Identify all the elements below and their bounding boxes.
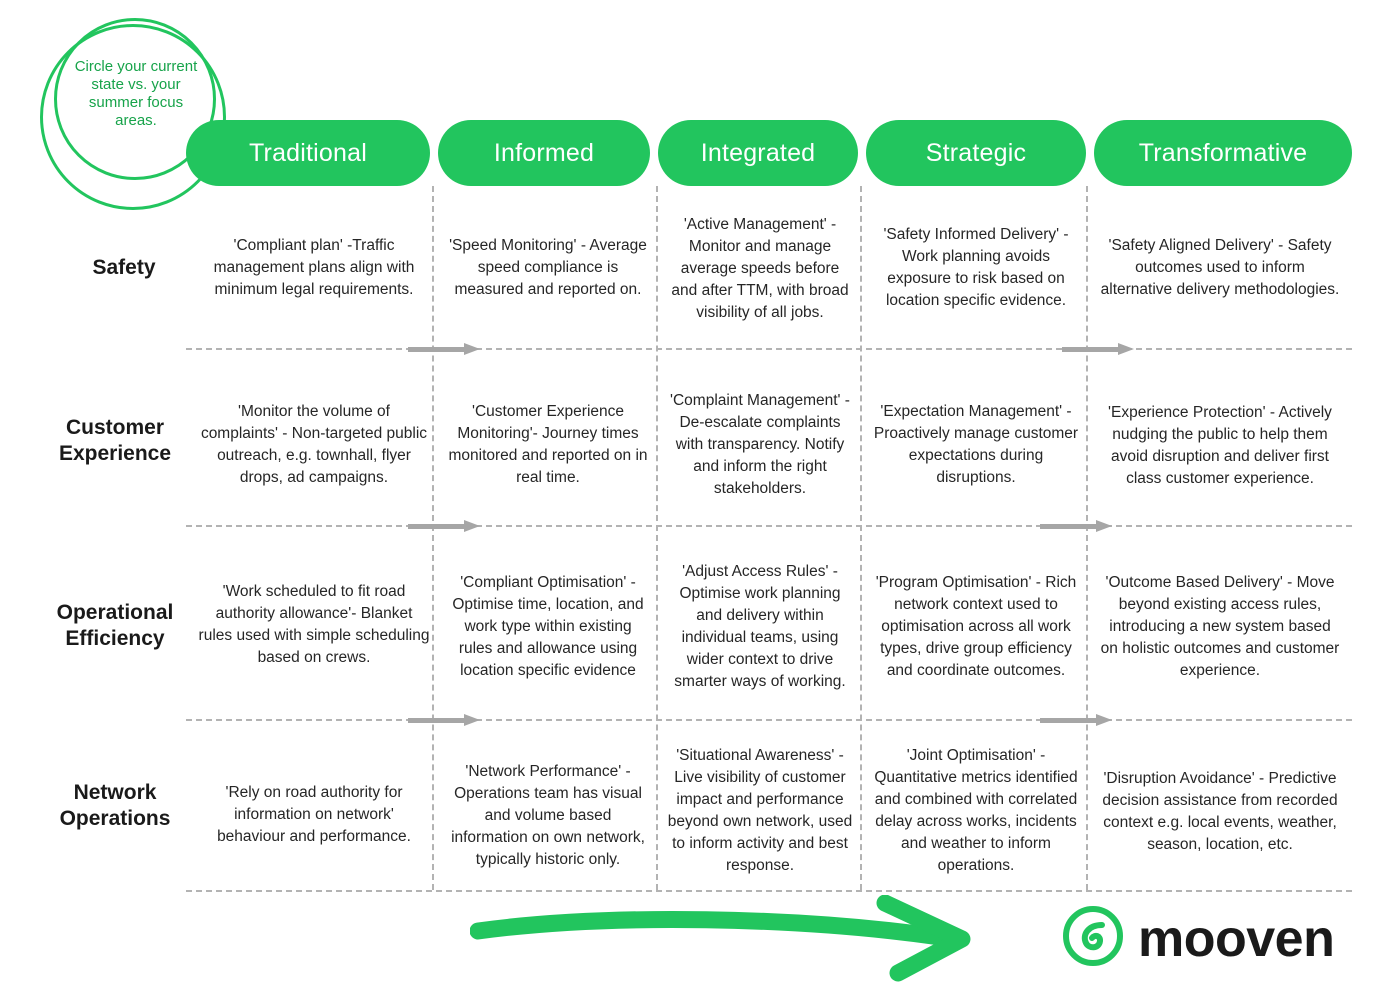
arrow-shaft	[1062, 347, 1120, 352]
cell-text: 'Program Optimisation' - Rich network context used to optimisation across all work types, drive group efficiency and coordinate outcomes.	[875, 574, 1077, 679]
arrow-traditional-to-informed-safety	[408, 343, 480, 355]
arrow-shaft	[408, 524, 466, 529]
cell-customer-traditional[interactable]	[192, 385, 436, 505]
arrow-head	[1118, 343, 1134, 355]
column-header-integrated[interactable]	[658, 120, 858, 186]
column-header-informed[interactable]	[438, 120, 650, 186]
cell-text: 'Work scheduled to fit road authority allowance'- Blanket rules used with simple scheduling based on crews.	[198, 583, 430, 666]
cell-text: 'Adjust Access Rules' - Optimise work planning and delivery within individual teams, using wider context to drive smarter ways of working.	[674, 563, 846, 690]
mooven-mark-icon	[1062, 905, 1124, 972]
column-divider-2	[656, 186, 658, 890]
cell-customer-strategic[interactable]	[866, 385, 1086, 505]
cell-operational-strategic[interactable]	[866, 552, 1086, 702]
row-divider-3	[186, 719, 1352, 721]
cell-operational-transformative[interactable]	[1094, 552, 1346, 702]
cell-safety-informed[interactable]	[442, 200, 654, 335]
arrow-head	[464, 714, 480, 726]
column-header-label: Informed	[493, 138, 595, 167]
arrow-strategic-to-transformative-customer	[1040, 520, 1112, 532]
row-label-safety: Safety	[92, 256, 156, 279]
arrow-traditional-to-informed-operational	[408, 714, 480, 726]
badge-label: Circle your current state vs. your summer focus areas.	[74, 58, 198, 129]
cell-operational-traditional[interactable]	[192, 565, 436, 685]
cell-text: 'Compliant Optimisation' - Optimise time, location, and work type within existing rules and allowance using location specific evidence	[452, 574, 644, 679]
column-header-transformative[interactable]	[1094, 120, 1352, 186]
arrow-head	[464, 343, 480, 355]
arrow-strategic-to-transformative-safety	[1062, 343, 1134, 355]
cell-text: 'Experience Protection' - Actively nudging the public to help them avoid disruption and deliver first class customer experience.	[1108, 404, 1332, 487]
cell-safety-integrated[interactable]	[660, 196, 860, 341]
column-header-traditional[interactable]	[186, 120, 430, 186]
cell-text: 'Situational Awareness' - Live visibility of customer impact and performance beyond own network, used to inform activity and best response.	[667, 747, 853, 874]
cell-text: 'Expectation Management' - Proactively manage customer expectations during disruptions.	[873, 403, 1079, 486]
row-label-operational-efficiency: Operational Efficiency	[56, 601, 174, 650]
row-divider-1	[186, 348, 1352, 350]
arrow-strategic-to-transformative-operational	[1040, 714, 1112, 726]
cell-network-informed[interactable]	[442, 740, 654, 892]
cell-text: 'Complaint Management' - De-escalate complaints with transparency. Notify and inform the right stakeholders.	[670, 392, 850, 497]
arrow-shaft	[408, 718, 466, 723]
cell-customer-integrated[interactable]	[660, 362, 860, 528]
cell-text: 'Monitor the volume of complaints' - Non-targeted public outreach, e.g. townhall, flyer drops, ad campaigns.	[200, 403, 428, 486]
cell-text: 'Compliant plan' -Traffic management plans align with minimum legal requirements.	[213, 236, 415, 298]
cell-customer-transformative[interactable]	[1094, 382, 1346, 510]
cell-text: 'Outcome Based Delivery' - Move beyond existing access rules, introducing a new system based on holistic outcomes and customer experience.	[1100, 574, 1340, 679]
maturity-progress-arrow	[470, 895, 990, 985]
column-header-label: Transformative	[1138, 138, 1308, 167]
mooven-logo	[1062, 905, 1334, 972]
cell-safety-transformative[interactable]	[1094, 200, 1346, 335]
column-divider-4	[1086, 186, 1088, 890]
cell-text: 'Safety Aligned Delivery' - Safety outcomes used to inform alternative delivery methodologies.	[1100, 236, 1340, 298]
arrow-shaft	[408, 347, 466, 352]
arrow-head	[464, 520, 480, 532]
arrow-shaft	[1040, 718, 1098, 723]
column-header-label: Integrated	[700, 138, 816, 167]
column-header-strategic[interactable]	[866, 120, 1086, 186]
cell-text: 'Rely on road authority for information on network' behaviour and performance.	[217, 784, 411, 845]
cell-network-transformative[interactable]	[1094, 752, 1346, 872]
cell-operational-informed[interactable]	[442, 552, 654, 702]
cell-safety-traditional[interactable]	[192, 200, 436, 335]
cell-text: 'Active Management' - Monitor and manage average speeds before and after TTM, with broad visibility of all jobs.	[671, 215, 849, 321]
cell-text: 'Speed Monitoring' - Average speed compliance is measured and reported on.	[449, 236, 647, 298]
cell-text: 'Safety Informed Delivery' - Work planning avoids exposure to risk based on location specific evidence.	[883, 225, 1069, 309]
row-label-network-operations: Network Operations	[59, 781, 171, 830]
cell-network-strategic[interactable]	[866, 730, 1086, 892]
cell-network-traditional[interactable]	[192, 760, 436, 870]
cell-safety-strategic[interactable]	[866, 200, 1086, 335]
arrow-head	[1096, 520, 1112, 532]
cell-text: 'Network Performance' - Operations team has visual and volume based information on own network, typically historic only.	[451, 763, 645, 868]
mooven-wordmark: mooven	[1138, 909, 1335, 968]
arrow-traditional-to-informed-customer	[408, 520, 480, 532]
cell-text: 'Joint Optimisation' - Quantitative metrics identified and combined with correlated delay across works, incidents and weather to inform operations.	[874, 747, 1078, 874]
cell-operational-integrated[interactable]	[660, 546, 860, 708]
arrow-shaft	[1040, 524, 1098, 529]
cell-text: 'Disruption Avoidance' - Predictive decision assistance from recorded context e.g. local events, weather, season, location, etc.	[1102, 770, 1338, 853]
column-divider-3	[860, 186, 862, 890]
cell-customer-informed[interactable]	[442, 385, 654, 505]
cell-network-integrated[interactable]	[660, 730, 860, 892]
column-header-label: Traditional	[249, 138, 367, 167]
cell-text: 'Customer Experience Monitoring'- Journey times monitored and reported on in real time.	[448, 403, 648, 486]
arrow-head	[1096, 714, 1112, 726]
column-header-label: Strategic	[925, 138, 1027, 167]
row-label-customer-experience: Customer Experience	[58, 416, 172, 465]
